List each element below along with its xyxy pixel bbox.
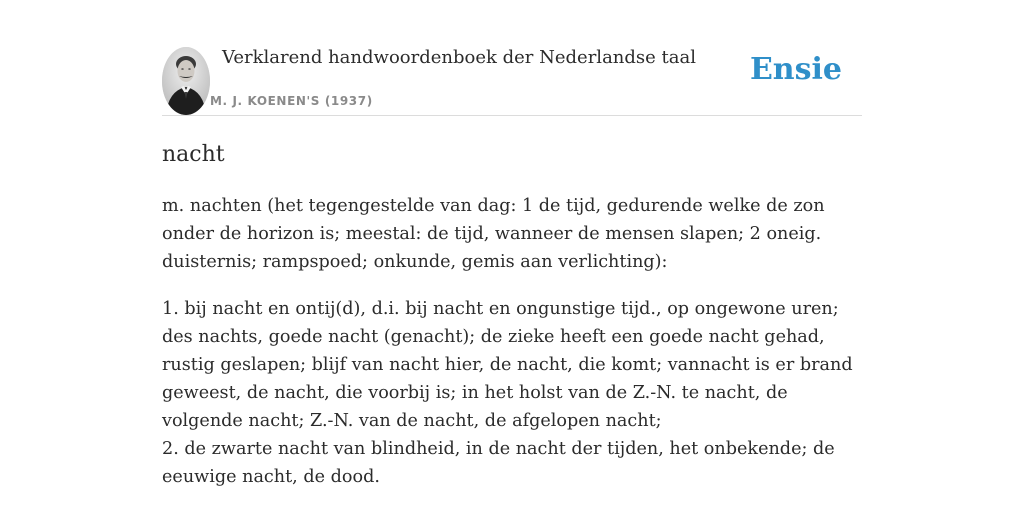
- sense-1: 1. bij nacht en ontij(d), d.i. bij nacht en ongunstige tijd., op ongewone uren; des nachts, goede nacht (genacht); de zieke heeft een goede nacht gehad, rustig geslapen; blijf van nacht hier, de nacht, die komt; vannacht is er brand geweest, de nacht, die voorbij is; in het holst van de Z.-N. te nacht, de volgende nacht; Z.-N. van de nacht, de afgelopen nacht;: [162, 299, 853, 431]
- dictionary-page: [162, 0, 862, 512]
- author-edition: M. J. KOENEN'S (1937): [210, 94, 373, 108]
- sense-2: 2. de zwarte nacht van blindheid, in de nacht der tijden, het onbekende; de eeuwige nacht, de dood.: [162, 439, 835, 487]
- page-header: [162, 0, 862, 116]
- headword: nacht: [162, 142, 225, 167]
- author-portrait: [162, 47, 210, 115]
- entry-senses: [162, 295, 862, 491]
- ensie-logo-link[interactable]: Ensie: [749, 52, 842, 87]
- entry-definition: m. nachten (het tegengestelde van dag: 1 de tijd, gedurende welke de zon onder de horizon is; meestal: de tijd, wanneer de mensen slapen; 2 oneig. duisternis; rampspoed; onkunde, gemis aan verlichting):: [162, 196, 825, 272]
- dictionary-title: Verklarend handwoordenboek der Nederlandse taal: [222, 47, 696, 68]
